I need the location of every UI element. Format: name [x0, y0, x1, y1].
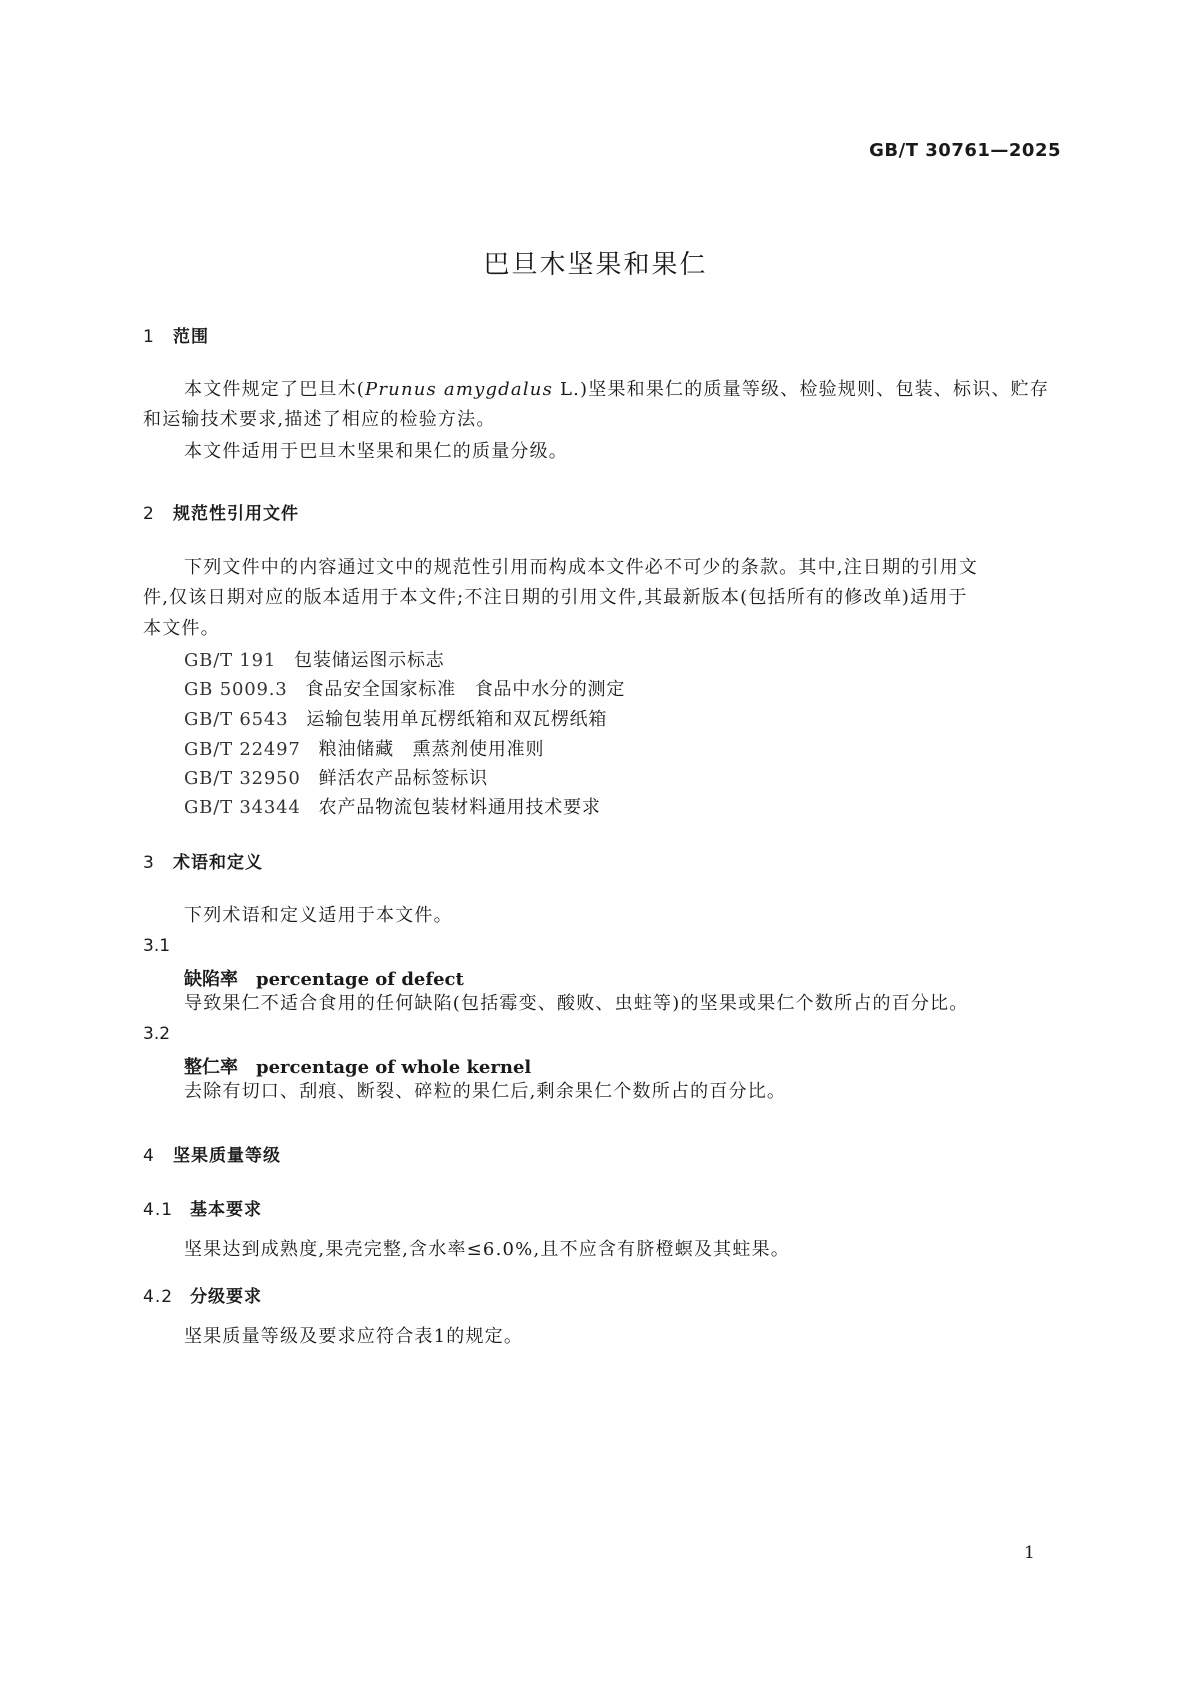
reference-item: [184, 705, 607, 731]
reference-code: GB/T 32950: [184, 768, 301, 789]
reference-code: GB/T 22497: [184, 739, 301, 760]
document-title: 巴旦木坚果和果仁: [483, 250, 708, 280]
reference-title: 农产品物流包装材料通用技术要求: [318, 797, 601, 818]
reference-code: GB 5009.3: [184, 679, 288, 700]
reference-item: [184, 793, 601, 819]
section-4-heading: [143, 1141, 281, 1166]
standard-code: GB/T 30761—2025: [869, 140, 1061, 161]
term-number: 3.1: [143, 936, 171, 956]
subsection-4-2-heading: [143, 1282, 262, 1307]
term-en: percentage of whole kernel: [256, 1057, 532, 1078]
basic-requirements-text: 坚果达到成熟度,果壳完整,含水率≤6.0%,且不应含有脐橙螟及其蛀果。: [184, 1239, 790, 1260]
reference-item: [184, 764, 488, 790]
reference-code: GB/T 191: [184, 650, 277, 671]
latin-species-name: Prunus amygdalus: [365, 379, 554, 400]
section-title: 坚果质量等级: [173, 1146, 281, 1166]
reference-item: [184, 735, 544, 761]
section-number: 2: [143, 504, 155, 524]
scope-paragraph-line-1: [184, 374, 1049, 406]
subsection-title: 分级要求: [190, 1287, 262, 1307]
reference-title: 运输包装用单瓦楞纸箱和双瓦楞纸箱: [306, 709, 608, 730]
reference-item: [184, 646, 445, 672]
term-zh: 整仁率: [184, 1057, 238, 1078]
reference-item: [184, 675, 625, 701]
section-title: 规范性引用文件: [173, 504, 299, 524]
normative-ref-paragraph-line-2: 件,仅该日期对应的版本适用于本文件;不注日期的引用文件,其最新版本(包括所有的修改单)适用于: [143, 587, 968, 608]
section-1-heading: [143, 322, 209, 347]
term-zh: 缺陷率: [184, 969, 238, 990]
section-2-heading: [143, 499, 299, 524]
subsection-number: 4.2: [143, 1287, 174, 1307]
term-definition: 去除有切口、刮痕、断裂、碎粒的果仁后,剩余果仁个数所占的百分比。: [184, 1081, 787, 1102]
section-title: 范围: [173, 327, 209, 347]
reference-code: GB/T 6543: [184, 709, 289, 730]
term-definition: 导致果仁不适合食用的任何缺陷(包括霉变、酸败、虫蛀等)的坚果或果仁个数所占的百分比。: [184, 993, 969, 1014]
normative-ref-paragraph-line-3: 本文件。: [143, 618, 220, 639]
section-number: 4: [143, 1146, 155, 1166]
reference-title: 鲜活农产品标签标识: [318, 768, 488, 789]
scope-text: 本文件规定了巴旦木(: [184, 379, 366, 400]
terms-intro: 下列术语和定义适用于本文件。: [184, 905, 453, 926]
normative-ref-paragraph-line-1: 下列文件中的内容通过文中的规范性引用而构成本文件必不可少的条款。其中,注日期的引用文: [184, 557, 979, 578]
subsection-4-1-heading: [143, 1195, 262, 1220]
section-title: 术语和定义: [173, 853, 263, 873]
section-number: 3: [143, 853, 155, 873]
subsection-title: 基本要求: [190, 1200, 262, 1220]
term-en: percentage of defect: [256, 969, 464, 990]
term-number: 3.2: [143, 1024, 171, 1044]
scope-text-cont: L.)坚果和果仁的质量等级、检验规则、包装、标识、贮存: [553, 379, 1050, 400]
reference-code: GB/T 34344: [184, 797, 301, 818]
section-number: 1: [143, 327, 155, 347]
section-3-heading: [143, 848, 263, 873]
reference-title: 食品安全国家标准 食品中水分的测定: [305, 679, 626, 700]
reference-title: 包装储运图示标志: [294, 650, 445, 671]
scope-paragraph-line-2: 和运输技术要求,描述了相应的检验方法。: [143, 409, 496, 430]
grading-requirements-text: 坚果质量等级及要求应符合表1的规定。: [184, 1326, 524, 1347]
subsection-number: 4.1: [143, 1200, 174, 1220]
page-number: 1: [1024, 1543, 1035, 1563]
reference-title: 粮油储藏 熏蒸剂使用准则: [318, 739, 545, 760]
scope-paragraph-2: 本文件适用于巴旦木坚果和果仁的质量分级。: [184, 441, 568, 462]
